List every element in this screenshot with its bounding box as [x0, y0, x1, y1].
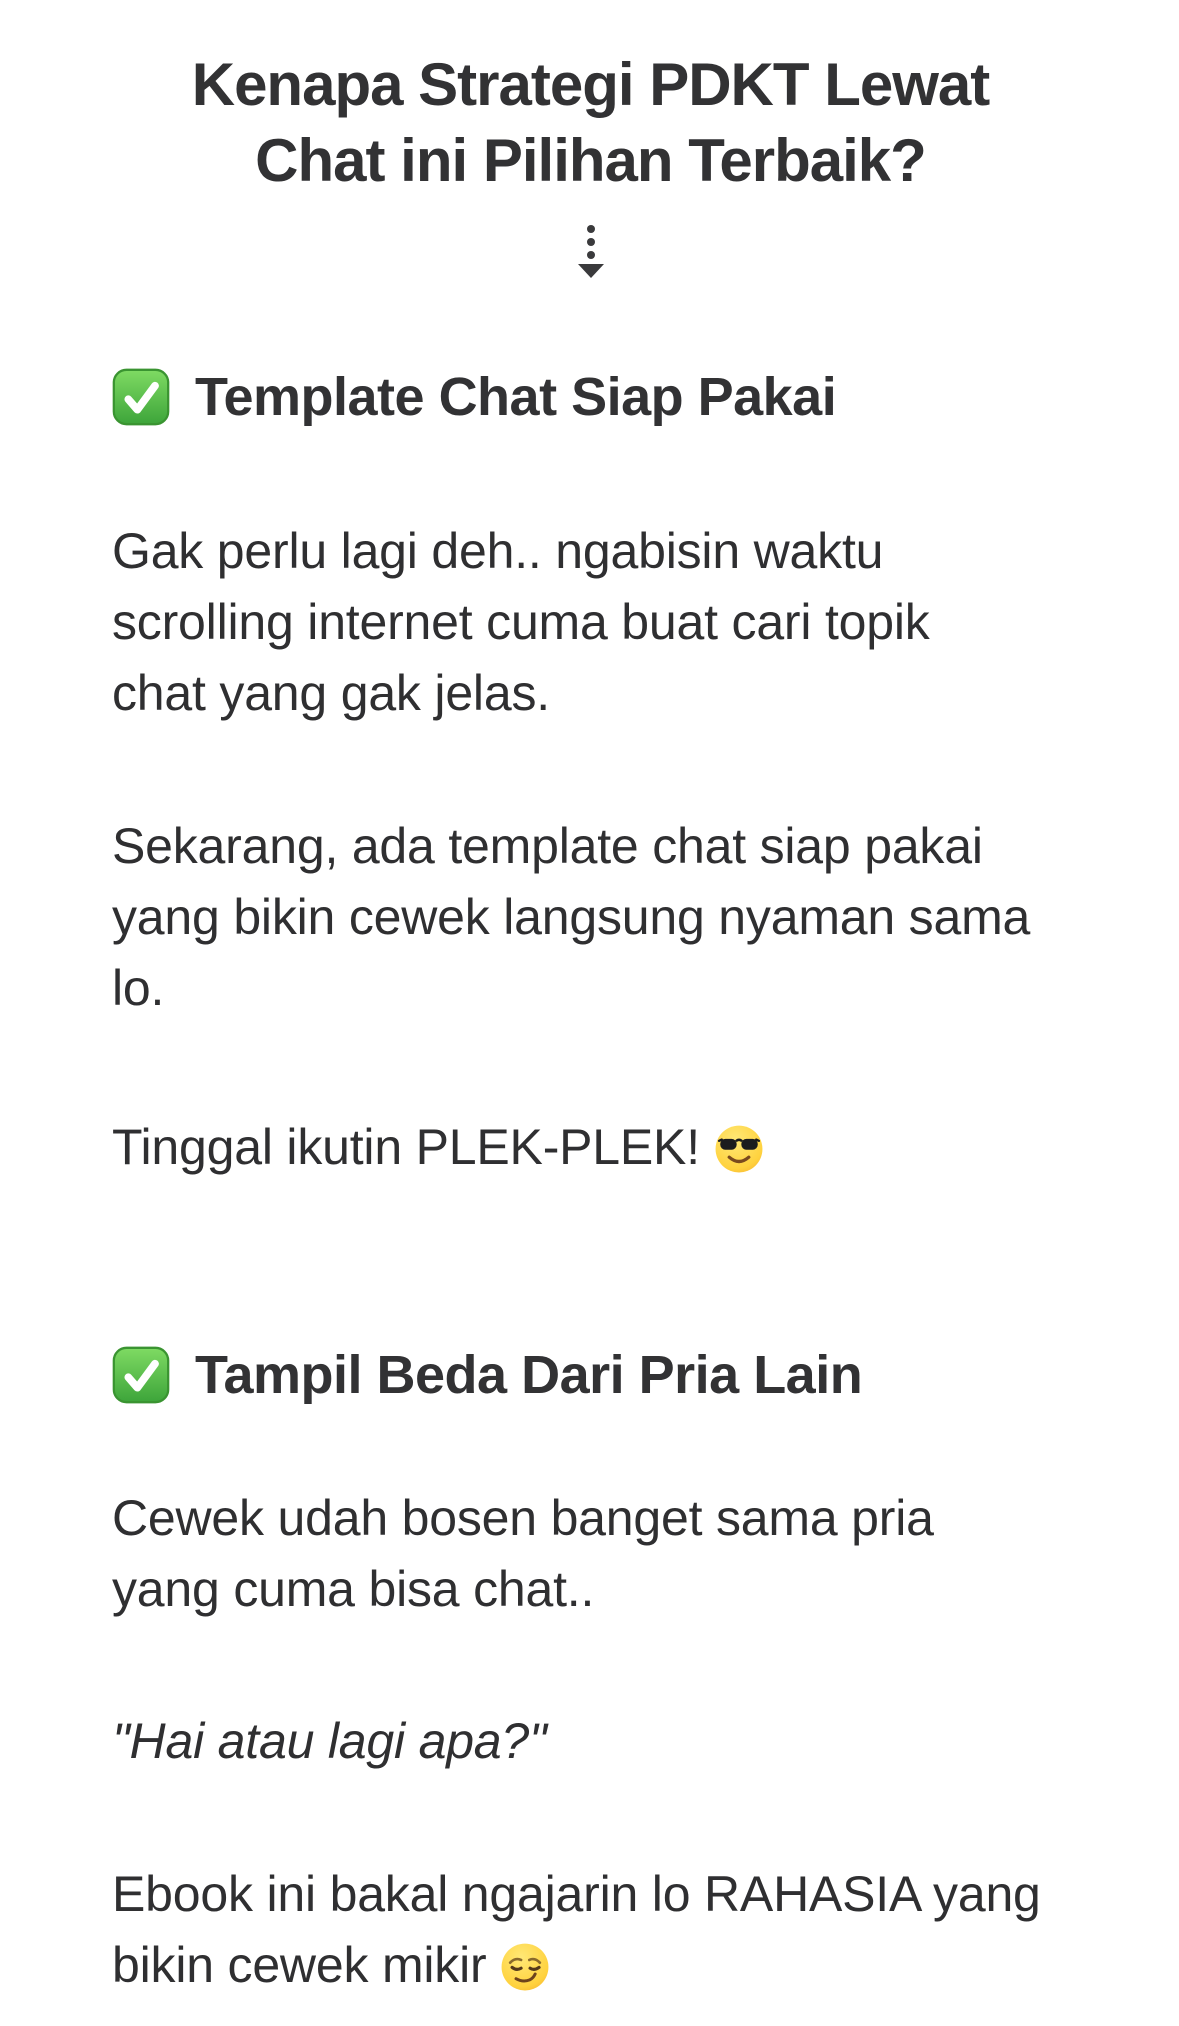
paragraph-line: Cewek udah bosen banget sama pria — [112, 1490, 934, 1546]
paragraph — [112, 811, 1069, 1024]
paragraph — [112, 1859, 1069, 2001]
arrow-dot — [587, 225, 595, 233]
smiling-face-with-sunglasses-emoji-icon — [714, 1124, 764, 1174]
paragraph-text: Tinggal ikutin PLEK-PLEK! — [112, 1119, 700, 1175]
section-heading-template-chat — [112, 368, 1069, 426]
paragraph-line: yang bikin cewek langsung nyaman sama — [112, 889, 1031, 945]
paragraph-line: yang cuma bisa chat.. — [112, 1561, 595, 1617]
paragraph — [112, 1483, 1069, 1625]
paragraph-line: Gak perlu lagi deh.. ngabisin waktu — [112, 523, 884, 579]
paragraph-line — [112, 1112, 1069, 1183]
page-title-line-1: Kenapa Strategi PDKT Lewat — [191, 51, 990, 118]
arrow-dot — [587, 238, 595, 246]
section-heading-tampil-beda — [112, 1346, 1069, 1404]
paragraph-line: scrolling internet cuma buat cari topik — [112, 594, 930, 650]
paragraph-line: lo. — [112, 960, 165, 1016]
dotted-down-arrow-icon — [577, 225, 605, 269]
paragraph-line: Sekarang, ada template chat siap pakai — [112, 818, 983, 874]
paragraph-line: Ebook ini bakal ngajarin lo RAHASIA yang — [112, 1866, 1041, 1922]
paragraph — [112, 1112, 1069, 1183]
section-heading-label: Tampil Beda Dari Pria Lain — [195, 1345, 863, 1405]
paragraph-text: bikin cewek mikir — [112, 1937, 487, 1993]
arrow-triangle — [578, 264, 604, 278]
check-mark-button-emoji-icon — [112, 368, 170, 426]
section-heading-label: Template Chat Siap Pakai — [195, 367, 837, 427]
paragraph — [112, 516, 1069, 729]
paragraph-line — [112, 1930, 1069, 2001]
quote-paragraph — [112, 1706, 1069, 1777]
smirking-face-emoji-icon — [500, 1942, 550, 1992]
check-mark-button-emoji-icon — [112, 1346, 170, 1404]
arrow-dot — [587, 251, 595, 259]
quote-line: "Hai atau lagi apa?" — [112, 1713, 547, 1769]
page-title-line-2: Chat ini Pilihan Terbaik? — [255, 127, 926, 194]
paragraph-line: chat yang gak jelas. — [112, 665, 550, 721]
page-title — [112, 47, 1069, 199]
